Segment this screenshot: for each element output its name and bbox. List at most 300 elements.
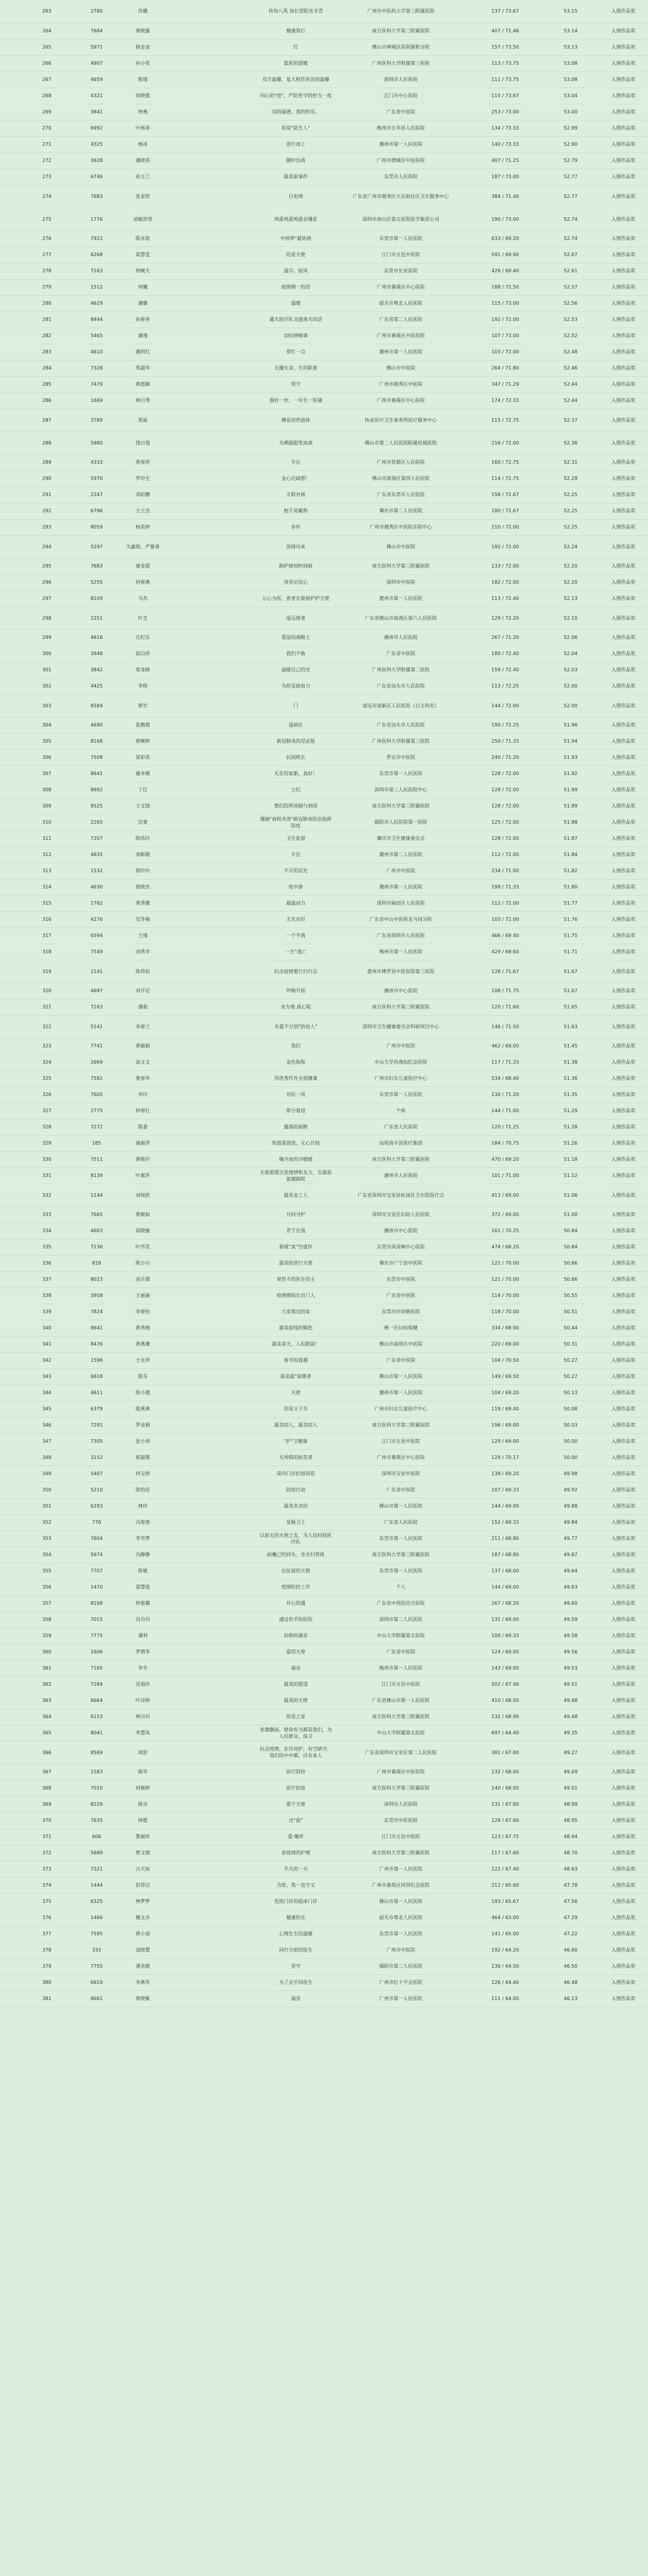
spacer-cell (168, 911, 258, 927)
rank-cell: 274 (18, 185, 76, 208)
author-cell: 林日秀 (118, 392, 168, 409)
organization-cell: 广东省中医院 (334, 104, 468, 120)
award-cell: 入围作品奖 (599, 1466, 648, 1482)
spacer-cell (168, 487, 258, 503)
author-cell: 李慧凤 (118, 1725, 168, 1741)
work-title-cell: 大家那边的家 (258, 1304, 334, 1320)
spacer-cell (168, 311, 258, 328)
score-cell: 474 / 68.20 (468, 1239, 542, 1255)
entry-id-cell: 2780 (76, 0, 118, 23)
spacer-cell (0, 1320, 18, 1336)
work-title-cell: 鸡蛋鸡蛋鸡蛋会爆浆 (258, 208, 334, 230)
rank-cell: 347 (18, 1433, 76, 1449)
total-score-cell: 52.06 (542, 629, 599, 645)
rank-cell: 276 (18, 230, 76, 247)
total-score-cell: 49.58 (542, 1628, 599, 1644)
entry-id-cell: 7605 (76, 1086, 118, 1103)
organization-cell: 南方医科大学第三附属医院 (334, 1709, 468, 1725)
rank-cell: 288 (18, 431, 76, 454)
table-row (0, 1054, 648, 1070)
rank-cell: 360 (18, 1644, 76, 1660)
organization-cell: 肇庆市第二人民医院 (334, 503, 468, 519)
entry-id-cell: 4610 (76, 344, 118, 360)
table-row (0, 535, 648, 558)
table-row (0, 1796, 648, 1812)
spacer-cell (0, 1304, 18, 1320)
spacer-cell (168, 1893, 258, 1910)
entry-id-cell: 4629 (76, 295, 118, 311)
spacer-cell (168, 88, 258, 104)
author-cell: 潘晓英 (118, 152, 168, 169)
author-cell: 杨沛 (118, 136, 168, 152)
award-cell: 入围作品奖 (599, 55, 648, 71)
organization-cell: 东莞市沙田镇医院 (334, 1304, 468, 1320)
score-cell: 470 / 69.20 (468, 1151, 542, 1167)
table-row (0, 470, 648, 487)
award-cell: 入围作品奖 (599, 944, 648, 960)
work-title-cell: 我们不换 (258, 645, 334, 662)
rank-cell: 312 (18, 846, 76, 863)
author-cell: 凌晓慧 (118, 1942, 168, 1958)
spacer-cell (168, 944, 258, 960)
rank-cell: 319 (18, 960, 76, 983)
rank-cell: 268 (18, 88, 76, 104)
spacer-cell (168, 1910, 258, 1926)
award-cell: 入围作品奖 (599, 1893, 648, 1910)
work-title-cell: 最美前线的辑色 (258, 1320, 334, 1336)
work-title-cell: 共同寻护 (258, 1206, 334, 1223)
organization-cell: 广州市增城区中医医院 (334, 152, 468, 169)
table-row (0, 503, 648, 519)
organization-cell: 广州市中医院 (334, 1038, 468, 1054)
author-cell: 林珍 (118, 1498, 168, 1514)
total-score-cell: 52.25 (542, 503, 599, 519)
spacer-cell (168, 1239, 258, 1255)
score-cell: 407 / 71.46 (468, 23, 542, 39)
spacer-cell (168, 328, 258, 344)
table-row (0, 169, 648, 185)
author-cell: 李程 (118, 678, 168, 694)
work-title-cell: 一个不离 (258, 927, 334, 944)
author-cell: 何曦 (118, 279, 168, 295)
author-cell: 刘秀华 (118, 944, 168, 960)
award-cell: 入围作品奖 (599, 311, 648, 328)
spacer-cell (168, 1958, 258, 1974)
organization-cell: 广州市红十字会医院 (334, 1974, 468, 1990)
spacer-cell (168, 1498, 258, 1514)
spacer-cell (0, 104, 18, 120)
table-row (0, 1135, 648, 1151)
work-title-cell: 党旗飘扬，使命有当都是我们，为人民群众、保卫 (258, 1725, 334, 1741)
spacer-cell (0, 607, 18, 629)
work-title-cell: "护"卫健康 (258, 1433, 334, 1449)
score-cell: 157 / 73.50 (468, 39, 542, 55)
rank-cell: 326 (18, 1086, 76, 1103)
author-cell: 周舒 (118, 1741, 168, 1764)
total-score-cell: 51.96 (542, 717, 599, 733)
score-cell: 347 / 71.29 (468, 376, 542, 392)
score-cell: 184 / 70.75 (468, 1135, 542, 1151)
spacer-cell (0, 895, 18, 911)
entry-id-cell: 4325 (76, 136, 118, 152)
score-cell: 180 / 72.67 (468, 503, 542, 519)
organization-cell: 汕尾海丰县医疗集团 (334, 1135, 468, 1151)
entry-id-cell: 7479 (76, 376, 118, 392)
table-row (0, 999, 648, 1015)
score-cell: 464 / 63.00 (468, 1910, 542, 1926)
work-title-cell: 最美金工人 (258, 1184, 334, 1206)
total-score-cell: 48.95 (542, 1812, 599, 1829)
entry-id-cell: 1512 (76, 279, 118, 295)
spacer-cell (168, 999, 258, 1015)
organization-cell: 潮州市人民医院 (334, 1167, 468, 1184)
total-score-cell: 52.25 (542, 519, 599, 535)
entry-id-cell: 4333 (76, 454, 118, 470)
organization-cell: 广州市第一人民医院 (334, 1990, 468, 2007)
author-cell: 郑淑华 (118, 360, 168, 376)
rank-cell: 311 (18, 830, 76, 846)
score-cell: 144 / 69.00 (468, 1498, 542, 1514)
spacer-cell (168, 120, 258, 136)
table-row (0, 360, 648, 376)
total-score-cell: 50.51 (542, 1304, 599, 1320)
work-title-cell: 爱的天使 (258, 1644, 334, 1660)
spacer-cell (168, 1725, 258, 1741)
total-score-cell: 49.92 (542, 1482, 599, 1498)
score-cell: 118 / 70.00 (468, 1304, 542, 1320)
award-cell: 入围作品奖 (599, 1103, 648, 1119)
spacer-cell (0, 136, 18, 152)
award-cell: 入围作品奖 (599, 678, 648, 694)
author-cell: 张小涛 (118, 1433, 168, 1449)
entry-id-cell: 8569 (76, 1741, 118, 1764)
total-score-cell: 52.56 (542, 295, 599, 311)
author-cell: 康丽萍 (118, 1135, 168, 1151)
total-score-cell: 52.25 (542, 487, 599, 503)
spacer-cell (0, 765, 18, 782)
award-cell: 入围作品奖 (599, 1829, 648, 1845)
organization-cell: 南方医科大学第三附属医院 (334, 1151, 468, 1167)
author-cell: 檀文亦 (118, 1910, 168, 1926)
work-title-cell: 并心的遗 (258, 1595, 334, 1611)
author-cell: 李雪梦 (118, 1530, 168, 1547)
rank-cell: 301 (18, 662, 76, 678)
total-score-cell: 51.63 (542, 1015, 599, 1038)
spacer-cell (0, 360, 18, 376)
spacer-cell (168, 1563, 258, 1579)
award-cell: 入围作品奖 (599, 1368, 648, 1385)
award-cell: 入围作品奖 (599, 431, 648, 454)
award-cell: 入围作品奖 (599, 279, 648, 295)
rank-cell: 369 (18, 1796, 76, 1812)
spacer-cell (168, 247, 258, 263)
rank-cell: 355 (18, 1563, 76, 1579)
work-title-cell: 通过你手的医院 (258, 1611, 334, 1628)
entry-id-cell: 8584 (76, 694, 118, 717)
award-cell: 入围作品奖 (599, 662, 648, 678)
rank-cell: 346 (18, 1417, 76, 1433)
score-cell: 144 / 69.00 (468, 1579, 542, 1595)
spacer-cell (168, 782, 258, 798)
award-cell: 入围作品奖 (599, 1796, 648, 1812)
organization-cell: 佛山市中医院 (334, 535, 468, 558)
spacer-cell (168, 1861, 258, 1877)
award-cell: 入围作品奖 (599, 88, 648, 104)
entry-id-cell: 8476 (76, 1336, 118, 1352)
award-cell: 入围作品奖 (599, 1401, 648, 1417)
author-cell: 钟婉夫 (118, 263, 168, 279)
organization-cell: 广州市中医药大学第三附属医院 (334, 0, 468, 23)
organization-cell: 南方医科大学第三附属医院 (334, 1547, 468, 1563)
total-score-cell: 52.31 (542, 454, 599, 470)
spacer-cell (0, 503, 18, 519)
score-cell: 131 / 69.00 (468, 1611, 542, 1628)
table-row (0, 983, 648, 999)
score-cell: 384 / 71.40 (468, 185, 542, 208)
work-title-cell: 知道重迎思，无心开始 (258, 1135, 334, 1151)
spacer-cell (0, 1255, 18, 1271)
rank-cell: 280 (18, 295, 76, 311)
work-title-cell: 门 (258, 694, 334, 717)
entry-id-cell: 5141 (76, 1015, 118, 1038)
score-cell: 128 / 72.00 (468, 830, 542, 846)
rank-cell: 362 (18, 1676, 76, 1692)
entry-id-cell: 8109 (76, 590, 118, 607)
spacer-cell (0, 1926, 18, 1942)
spacer-cell (168, 879, 258, 895)
organization-cell: 中山大学附属第五医院 (334, 1725, 468, 1741)
score-cell: 187 / 73.00 (468, 169, 542, 185)
score-cell: 133 / 72.00 (468, 558, 542, 574)
rank-cell: 328 (18, 1119, 76, 1135)
spacer-cell (0, 344, 18, 360)
entry-id-cell: 8023 (76, 1271, 118, 1287)
entry-id-cell: 2141 (76, 960, 118, 983)
total-score-cell: 47.29 (542, 1910, 599, 1926)
score-cell: 123 / 67.75 (468, 1829, 542, 1845)
entry-id-cell: 8229 (76, 1796, 118, 1812)
total-score-cell: 49.27 (542, 1741, 599, 1764)
work-title-cell: 立纪 (258, 782, 334, 798)
score-cell: 264 / 71.80 (468, 360, 542, 376)
spacer-cell (0, 263, 18, 279)
work-title-cell: 为了会平同医生 (258, 1974, 334, 1990)
rank-cell: 300 (18, 645, 76, 662)
spacer-cell (0, 846, 18, 863)
table-row (0, 645, 648, 662)
entry-id-cell: 6325 (76, 1893, 118, 1910)
award-cell: 入围作品奖 (599, 694, 648, 717)
score-cell: 103 / 72.00 (468, 911, 542, 927)
spacer-cell (0, 279, 18, 295)
score-cell: 114 / 70.00 (468, 1287, 542, 1304)
spacer-cell (0, 1433, 18, 1449)
work-title-cell: 以前无的天使之友，为人民时间医疗队 (258, 1530, 334, 1547)
spacer-cell (0, 1514, 18, 1530)
total-score-cell: 51.67 (542, 983, 599, 999)
award-cell: 入围作品奖 (599, 1433, 648, 1449)
spacer-cell (168, 607, 258, 629)
organization-cell: 深圳市人民医院 (334, 71, 468, 88)
score-cell: 112 / 72.00 (468, 846, 542, 863)
organization-cell: 广东省中医院 (334, 1352, 468, 1368)
table-row (0, 607, 648, 629)
work-title-cell: 无在的家新，真好！ (258, 765, 334, 782)
rank-cell: 381 (18, 1990, 76, 2007)
award-cell: 入围作品奖 (599, 1271, 648, 1287)
entry-id-cell: 5674 (76, 1547, 118, 1563)
rank-cell: 265 (18, 39, 76, 55)
rank-cell: 264 (18, 23, 76, 39)
table-row (0, 1926, 648, 1942)
rank-cell: 371 (18, 1829, 76, 1845)
score-cell: 267 / 71.20 (468, 629, 542, 645)
work-title-cell: 无播生命，生的职着 (258, 360, 334, 376)
table-row (0, 1595, 648, 1611)
award-cell: 入围作品奖 (599, 590, 648, 607)
spacer-cell (0, 1086, 18, 1103)
spacer-cell (0, 814, 18, 830)
score-cell: 140 / 73.33 (468, 136, 542, 152)
award-cell: 入围作品奖 (599, 71, 648, 88)
award-cell: 入围作品奖 (599, 344, 648, 360)
work-title-cell: 坪梅开始 (258, 983, 334, 999)
score-cell: 250 / 71.33 (468, 733, 542, 749)
award-cell: 入围作品奖 (599, 328, 648, 344)
spacer-cell (0, 694, 18, 717)
entry-id-cell: 185 (76, 1135, 118, 1151)
total-score-cell: 46.48 (542, 1974, 599, 1990)
score-cell: 126 / 71.67 (468, 960, 542, 983)
table-row (0, 1449, 648, 1466)
entry-id-cell: 5689 (76, 1845, 118, 1861)
spacer-cell (168, 1135, 258, 1151)
spacer-cell (168, 1676, 258, 1692)
work-title-cell: 青于在线 (258, 1223, 334, 1239)
work-title-cell: 病魔已经回头，坐坐归营体 (258, 1547, 334, 1563)
score-cell: 144 / 71.00 (468, 1103, 542, 1119)
author-cell: 詹晓杰 (118, 879, 168, 895)
organization-cell: 佛山市第一人民医院 (334, 1368, 468, 1385)
organization-cell: 韶关市粤北人民医院 (334, 295, 468, 311)
spacer-cell (168, 23, 258, 39)
spacer-cell (0, 1385, 18, 1401)
organization-cell: 个体 (334, 1103, 468, 1119)
spacer-cell (168, 1514, 258, 1530)
organization-cell: 潮州市中心医院 (334, 1223, 468, 1239)
organization-cell: 广东省广州市越秀区大东街社区卫生服务中心 (334, 185, 468, 208)
total-score-cell: 50.44 (542, 1320, 599, 1336)
award-cell: 入围作品奖 (599, 1990, 648, 2007)
total-score-cell: 49.53 (542, 1660, 599, 1676)
score-cell: 146 / 71.50 (468, 1015, 542, 1038)
organization-cell: 梅州市第一人民医院 (334, 1660, 468, 1676)
award-cell: 入围作品奖 (599, 120, 648, 136)
table-row (0, 1433, 648, 1449)
spacer-cell (0, 717, 18, 733)
spacer-cell (0, 247, 18, 263)
organization-cell: 东莞市第一人民医院 (334, 1926, 468, 1942)
work-title-cell: 不灭的信光 (258, 863, 334, 879)
score-cell: 429 / 69.60 (468, 944, 542, 960)
work-title-cell: 发热门诊的临床门诊 (258, 1893, 334, 1910)
rank-cell: 366 (18, 1741, 76, 1764)
rank-cell: 266 (18, 55, 76, 71)
spacer-cell (168, 152, 258, 169)
total-score-cell: 51.88 (542, 814, 599, 830)
spacer-cell (0, 1845, 18, 1861)
spacer-cell (168, 1926, 258, 1942)
award-cell: 入围作品奖 (599, 1611, 648, 1628)
spacer-cell (0, 208, 18, 230)
organization-cell: 东莞市长安医院 (334, 263, 468, 279)
work-title-cell: 新就"真"空虚作 (258, 1239, 334, 1255)
rank-cell: 279 (18, 279, 76, 295)
score-cell: 143 / 69.00 (468, 1660, 542, 1676)
author-cell: 黄秀娥 (118, 895, 168, 911)
organization-cell: 个人 (334, 1579, 468, 1595)
table-row (0, 1611, 648, 1628)
table-row (0, 846, 648, 863)
rank-cell: 283 (18, 344, 76, 360)
author-cell: 王瑾 (118, 927, 168, 944)
work-title-cell: 为你星拔而力 (258, 678, 334, 694)
spacer-cell (168, 1547, 258, 1563)
score-cell: 103 / 72.00 (468, 344, 542, 360)
author-cell: 潘毅 (118, 999, 168, 1015)
award-cell: 入围作品奖 (599, 295, 648, 311)
table-row (0, 487, 648, 503)
award-cell: 入围作品奖 (599, 1038, 648, 1054)
score-cell: 372 / 69.00 (468, 1206, 542, 1223)
spacer-cell (0, 1861, 18, 1877)
spacer-cell (0, 1015, 18, 1038)
work-title-cell: 即分着迎 (258, 1103, 334, 1119)
spacer-cell (0, 863, 18, 879)
table-row (0, 662, 648, 678)
table-row (0, 1304, 648, 1320)
total-score-cell: 52.48 (542, 344, 599, 360)
organization-cell: 东莞市第一人民医院 (334, 765, 468, 782)
spacer-cell (0, 1812, 18, 1829)
table-row (0, 247, 648, 263)
work-title-cell: 中国率"最协措 (258, 230, 334, 247)
rank-cell: 316 (18, 911, 76, 927)
table-row (0, 749, 648, 765)
work-title-cell: 求为地 战心阻 (258, 999, 334, 1015)
author-cell: 陈小川 (118, 1255, 168, 1271)
work-title-cell: 果然不的医生的主 (258, 1271, 334, 1287)
score-cell: 115 / 72.75 (468, 409, 542, 431)
table-row (0, 23, 648, 39)
award-cell: 入围作品奖 (599, 230, 648, 247)
organization-cell: 肇庆市卫生健康委员会 (334, 830, 468, 846)
award-cell: 入围作品奖 (599, 152, 648, 169)
table-row (0, 279, 648, 295)
table-row (0, 39, 648, 55)
rank-cell: 352 (18, 1514, 76, 1530)
table-row (0, 879, 648, 895)
table-row (0, 185, 648, 208)
rank-cell: 282 (18, 328, 76, 344)
spacer-cell (0, 782, 18, 798)
table-row (0, 295, 648, 311)
spacer-cell (168, 503, 258, 519)
rank-cell: 349 (18, 1466, 76, 1482)
organization-cell: 广东省汕头市人民医院 (334, 678, 468, 694)
total-score-cell: 49.59 (542, 1611, 599, 1628)
spacer-cell (0, 1942, 18, 1958)
